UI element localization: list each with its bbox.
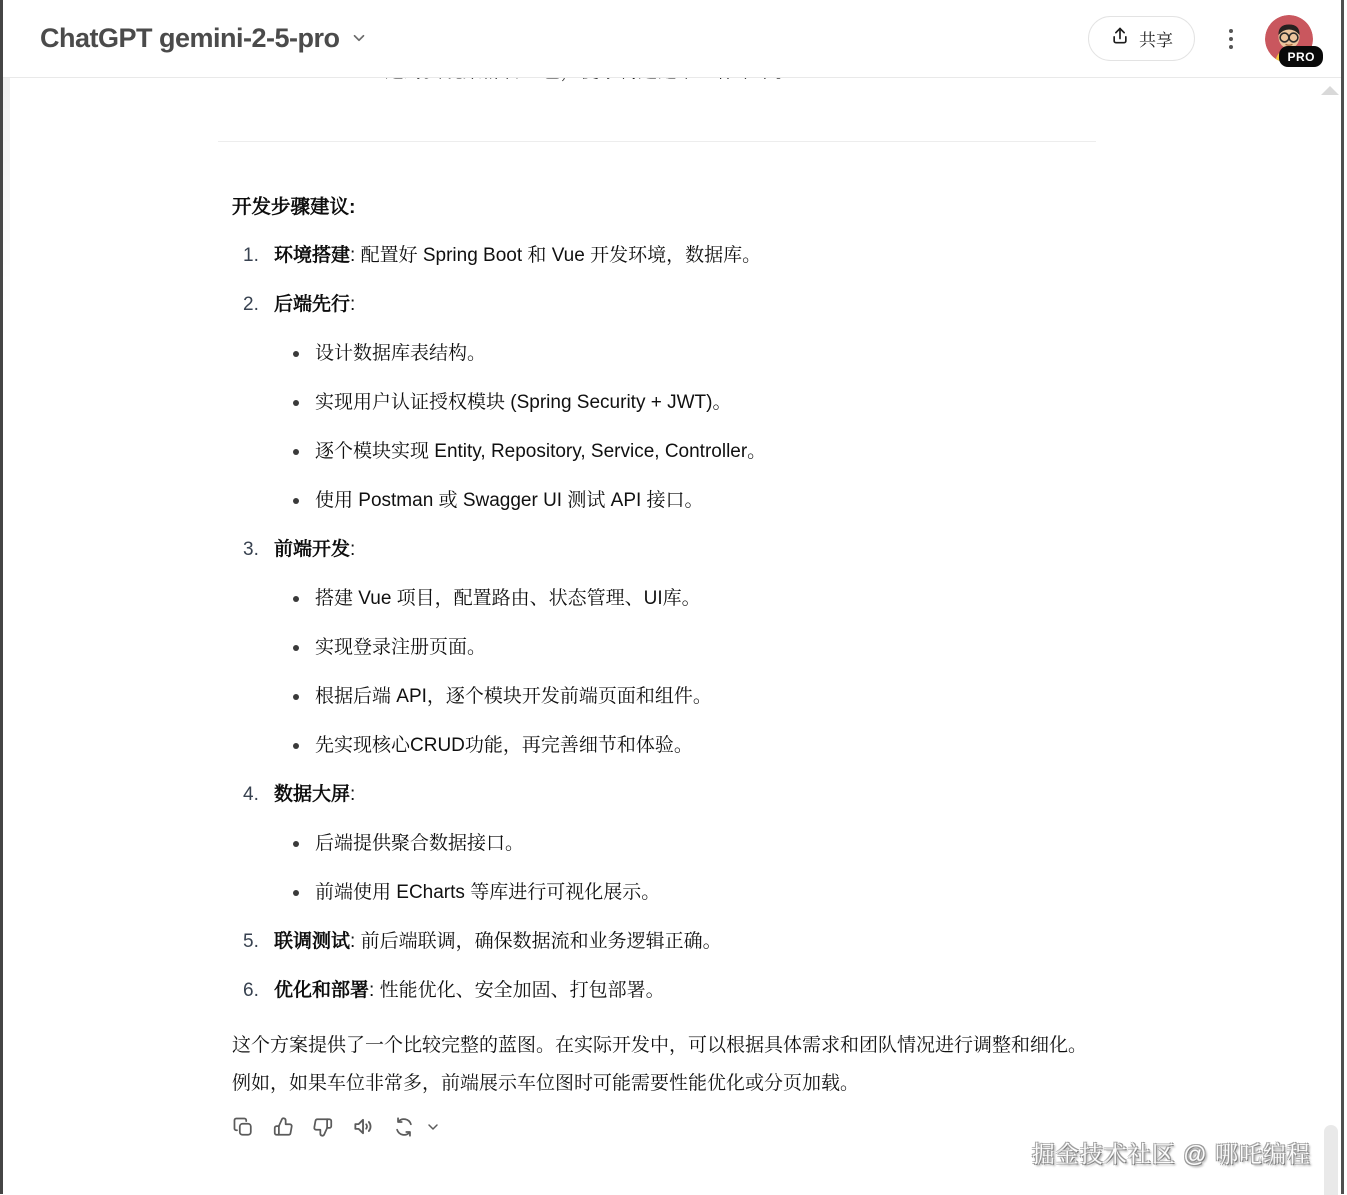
step-text: : [350,539,356,560]
step-number: 4. [243,784,259,805]
step-text: : [350,784,356,805]
message-divider [218,141,1096,142]
watermark-text: 掘金技术社区 @ 哪吒编程 [1031,1141,1311,1167]
app-header [3,0,1341,78]
regenerate-icon [393,1116,415,1138]
step-number: 2. [243,294,259,315]
bullet-dot [291,390,315,416]
list-item [274,684,1100,710]
bullet-text: 搭建 Vue 项目，配置路由、状态管理、UI库。 [315,588,701,609]
list-item [274,341,1100,367]
list-item [274,488,1100,514]
sub-bullet-list [274,341,1100,514]
scrollbar-thumb[interactable] [1324,1125,1338,1195]
list-item [274,586,1100,612]
thumbs-up-button[interactable] [272,1116,294,1138]
kebab-menu-icon [1229,29,1233,33]
thumbs-down-button[interactable] [312,1116,334,1138]
bullet-text: 设计数据库表结构。 [315,343,487,364]
assistant-message [232,79,1100,1138]
step-number: 1. [243,245,259,266]
thumbs-up-icon [272,1116,294,1138]
app-title: ChatGPT gemini-2-5-pro [40,23,340,53]
step-number: 3. [243,539,259,560]
step-title: 联调测试 [274,931,351,952]
step-item [232,243,1100,269]
bullet-dot [291,586,315,612]
list-item [274,880,1100,906]
closing-paragraph: 这个方案提供了一个比较完整的蓝图。在实际开发中，可以根据具体需求和团队情况进行调整和细化。例如，如果车位非常多，前端展示车位图时可能需要性能优化或分页加载。 [232,1035,1088,1094]
regenerate-options-button[interactable] [425,1119,441,1135]
list-item [274,390,1100,416]
read-aloud-button[interactable] [352,1115,375,1138]
list-item [274,831,1100,857]
read-aloud-icon [352,1115,375,1138]
pro-badge: PRO [1279,46,1323,67]
bullet-dot [291,439,315,465]
bullet-text: 根据后端 API，逐个模块开发前端页面和组件。 [315,686,712,707]
window-right-border [1341,0,1344,1194]
step-item [232,292,1100,514]
thumbs-down-icon [312,1116,334,1138]
step-title: 前端开发 [274,539,351,560]
sub-bullet-list [274,586,1100,759]
bullet-text: 使用 Postman 或 Swagger UI 测试 API 接口。 [315,490,704,511]
upload-icon [1110,26,1130,51]
regenerate-button[interactable] [393,1116,415,1138]
bullet-dot [291,831,315,857]
steps-list [232,243,1100,1004]
step-text: : [350,294,356,315]
step-item [232,782,1100,906]
message-actions-toolbar [232,1115,1100,1138]
step-item [232,929,1100,955]
bullet-text: 逐个模块实现 Entity, Repository, Service, Controller。 [315,441,767,462]
step-number: 5. [243,931,259,952]
bullet-dot [291,684,315,710]
scroll-up-arrow[interactable] [1321,86,1339,95]
section-heading: 开发步骤建议: [232,196,356,218]
header-controls [1088,15,1341,63]
copy-button[interactable] [232,1116,254,1138]
bullet-dot [291,733,315,759]
chevron-down-icon [350,25,368,52]
step-title: 数据大屏 [274,784,351,805]
bullet-dot [291,488,315,514]
list-item [274,439,1100,465]
kebab-menu-button[interactable] [1221,23,1241,55]
step-text: : 性能优化、安全加固、打包部署。 [369,980,665,1001]
step-number: 6. [243,980,259,1001]
copy-icon [232,1116,254,1138]
sub-bullet-list [274,831,1100,906]
list-item [274,733,1100,759]
bullet-text: 后端提供聚合数据接口。 [315,833,525,854]
step-title: 后端先行 [274,294,351,315]
list-item [274,635,1100,661]
step-title: 环境搭建 [274,245,351,266]
bullet-dot [291,341,315,367]
user-avatar[interactable] [1265,15,1313,63]
chevron-down-icon [425,1119,441,1135]
share-button-label: 共享 [1139,31,1173,50]
step-title: 优化和部署 [274,980,370,1001]
step-text: : 配置好 Spring Boot 和 Vue 开发环境，数据库。 [350,245,762,266]
bullet-text: 实现登录注册页面。 [315,637,487,658]
step-item [232,978,1100,1004]
bullet-text: 先实现核心CRUD功能，再完善细节和体验。 [315,735,693,756]
step-item [232,537,1100,759]
bullet-dot [291,635,315,661]
bullet-text: 前端使用 ECharts 等库进行可视化展示。 [315,882,661,903]
bullet-text: 实现用户认证授权模块 (Spring Security + JWT)。 [315,392,732,413]
model-selector[interactable] [40,23,368,54]
share-button[interactable] [1088,16,1195,61]
bullet-dot [291,880,315,906]
step-text: : 前后端联调，确保数据流和业务逻辑正确。 [350,931,722,952]
